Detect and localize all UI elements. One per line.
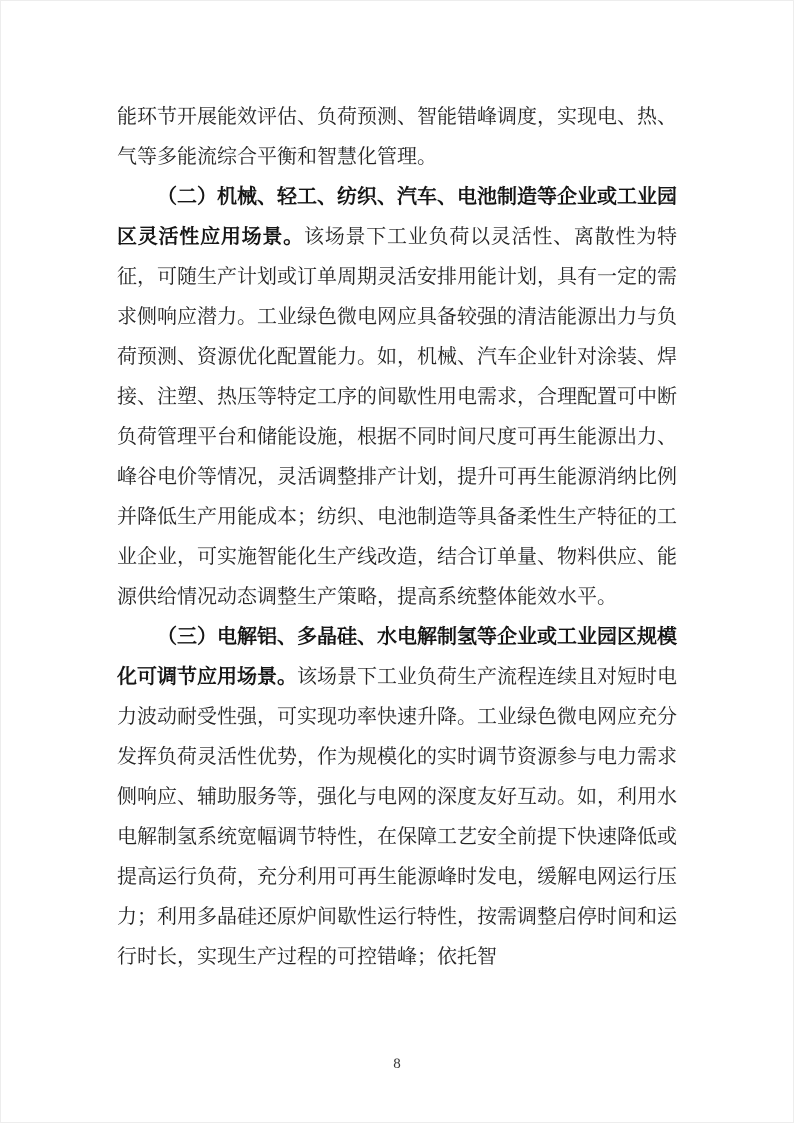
paragraph-continuation: [117, 97, 677, 177]
section-3-heading: （三）电解铝、多晶硅、水电解制氢等企业或工业园区规模化可调节应用场景。: [117, 626, 677, 688]
paragraph-text: 该场景下工业负荷生产流程连续且对短时电力波动耐受性强，可实现功率快速升降。工业绿色微电网应充分发挥负荷灵活性优势，作为规模化的实时调节资源参与电力需求侧响应、辅助服务等，强化与电网的深度友好互动。如，利用水电解制氢系统宽幅调节特性，在保障工艺安全前提下快速降低或提高运行负荷，充分利用可再生能源峰时发电，缓解电网运行压力；利用多晶硅还原炉间歇性运行特性，按需调整启停时间和运行时长，实现生产过程的可控错峰；依托智: [117, 666, 677, 968]
paragraph-section-2: [117, 177, 677, 617]
paragraph-section-3: [117, 617, 677, 977]
page-body: [117, 97, 677, 977]
paragraph-text: 能环节开展能效评估、负荷预测、智能错峰调度，实现电、热、气等多能流综合平衡和智慧化管理。: [117, 106, 677, 168]
page-number: 8: [393, 1056, 401, 1072]
section-2-heading: （二）机械、轻工、纺织、汽车、电池制造等企业或工业园区灵活性应用场景。: [117, 186, 677, 248]
paragraph-text: 该场景下工业负荷以灵活性、离散性为特征，可随生产计划或订单周期灵活安排用能计划，具有一定的需求侧响应潜力。工业绿色微电网应具备较强的清洁能源出力与负荷预测、资源优化配置能力。如，机械、汽车企业针对涂装、焊接、注塑、热压等特定工序的间歇性用电需求，合理配置可中断负荷管理平台和储能设施，根据不同时间尺度可再生能源出力、峰谷电价等情况，灵活调整排产计划，提升可再生能源消纳比例并降低生产用能成本；纺织、电池制造等具备柔性生产特征的工业企业，可实施智能化生产线改造，结合订单量、物料供应、能源供给情况动态调整生产策略，提高系统整体能效水平。: [117, 226, 678, 608]
